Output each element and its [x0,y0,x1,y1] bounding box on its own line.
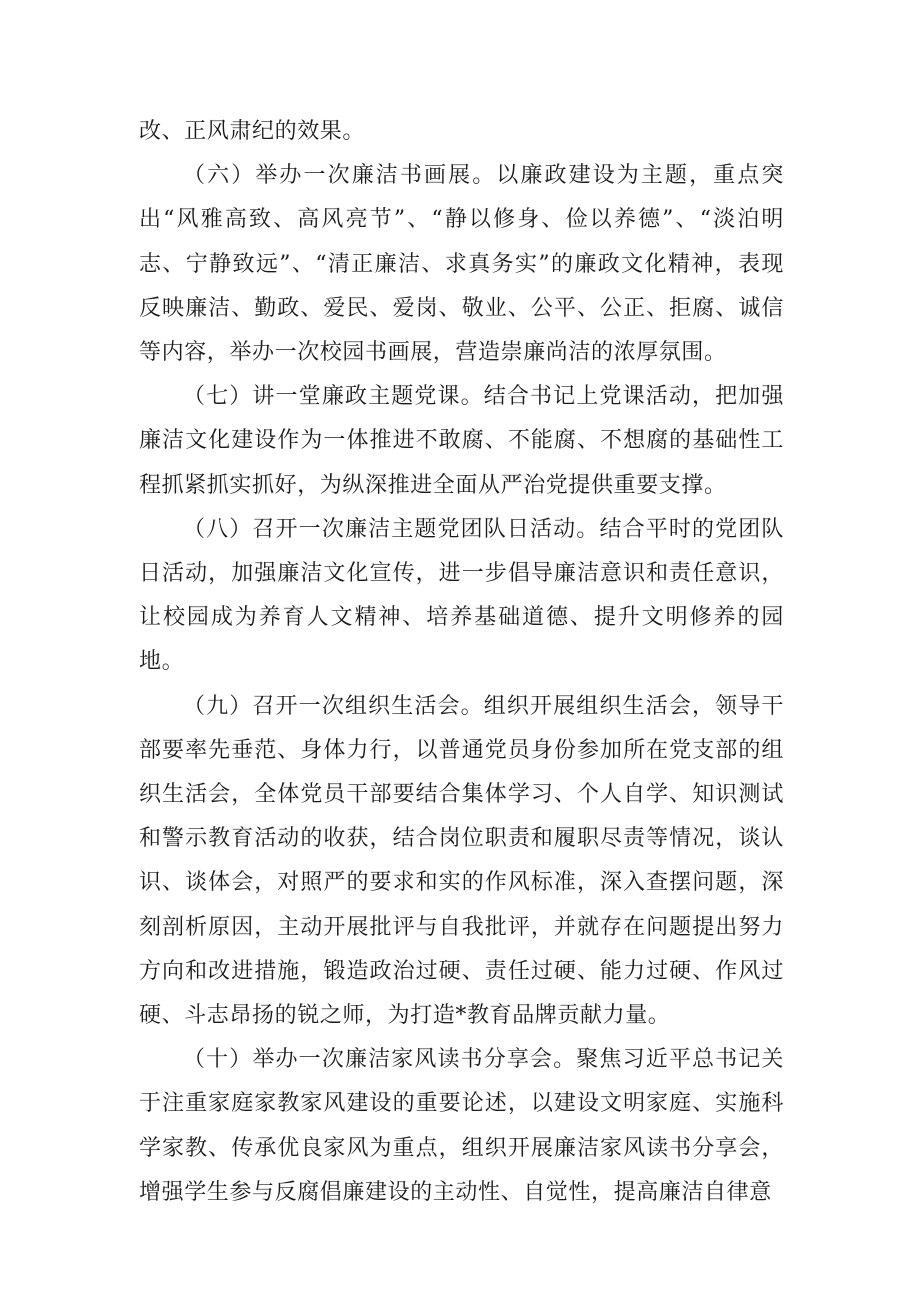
paragraph-family-reading-session: （十）举办一次廉洁家风读书分享会。聚焦习近平总书记关于注重家庭家教家风建设的重要论述，以建设文明家庭、实施科学家教、传承优良家风为重点，组织开展廉洁家风读书分享会，增强学生参与反腐倡廉建设的主动性、自觉性，提高廉洁自律意 [139,1047,784,1205]
body-text [139,110,784,1215]
paragraph-party-day-activity: （八）召开一次廉洁主题党团队日活动。结合平时的党团队日活动，加强廉洁文化宣传，进一步倡导廉洁意识和责任意识，让校园成为养育人文精神、培养基础道德、提升文明修养的园地。 [139,516,784,675]
paragraph-party-lecture: （七）讲一堂廉政主题党课。结合书记上党课活动，把加强廉洁文化建设作为一体推进不敢腐、不能腐、不想腐的基础性工程抓紧抓实抓好，为纵深推进全面从严治党提供重要支撑。 [139,384,784,498]
paragraph-calligraphy-exhibition: （六）举办一次廉洁书画展。以廉政建设为主题，重点突出“风雅高致、高风亮节”、“静以修身、俭以养德”、“淡泊明志、宁静致远”、“清正廉洁、求真务实”的廉政文化精神，表现反映廉洁、勤政、爱民、爱岗、敬业、公平、公正、拒腐、诚信等内容，举办一次校园书画展，营造崇廉尚洁的浓厚氛围。 [139,163,784,366]
paragraph-organizational-meeting: （九）召开一次组织生活会。组织开展组织生活会，领导干部要率先垂范、身体力行，以普通党员身份参加所在党支部的组织生活会，全体党员干部要结合集体学习、个人自学、知识测试和警示教育活动的收获，结合岗位职责和履职尽责等情况，谈认识、谈体会，对照严的要求和实的作风标准，深入查摆问题，深刻剖析原因，主动开展批评与自我批评，并就存在问题提出努力方向和改进措施，锻造政治过硬、责任过硬、能力过硬、作风过硬、斗志昂扬的锐之师，为打造*教育品牌贡献力量。 [139,693,784,1029]
paragraph-continuation: 改、正风肃纪的效果。 [139,119,366,144]
